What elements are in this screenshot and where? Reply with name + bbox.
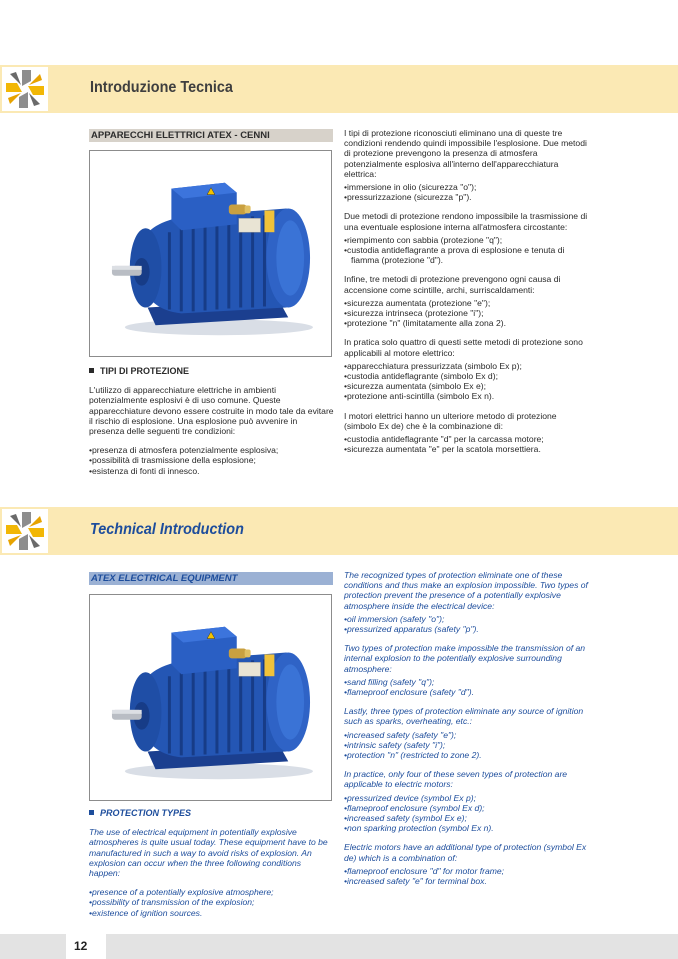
list-item: • intrinsic safety (safety "i");: [344, 740, 591, 750]
list-item: • flameproof enclosure (safety "d").: [344, 687, 591, 697]
header-band-english: [0, 507, 678, 555]
paragraph: Due metodi di protezione rendono impossibile la trasmissione di una eventuale esplosione interna all'atmosfera circostante:: [344, 211, 588, 232]
bullet-list: [344, 677, 591, 697]
paragraph: The recognized types of protection eliminate one of these conditions and thus make an explosion impossible. Two types of protection prevent the presence of a potentially explosive atmosphere inside the electrical device:: [344, 570, 588, 611]
company-logo-icon: [2, 509, 48, 553]
square-bullet-icon: [89, 368, 94, 373]
list-item: • sicurezza aumentata "e" per la scatola morsettiera.: [344, 444, 591, 454]
bullet-list: [344, 614, 591, 634]
list-item: • protezione "n" (limitatamente alla zona 2).: [344, 318, 591, 328]
list-item: • pressurized apparatus (safety "p").: [344, 624, 591, 634]
paragraph: I motori elettrici hanno un ulteriore metodo di protezione (simbolo Ex de) che è la combinazione di:: [344, 410, 557, 431]
list-item: • presenza di atmosfera potenzialmente esplosiva;: [89, 445, 334, 455]
protection-types-heading-english: PROTECTION TYPES: [89, 808, 334, 818]
left-column-italian: [89, 366, 334, 485]
list-item: • protection "n" (restricted to zone 2).: [344, 750, 591, 760]
list-item: • increased safety (safety "e");: [344, 730, 591, 740]
motor-photo-italian: [89, 150, 332, 357]
company-logo-icon: [2, 67, 48, 111]
paragraph: Two types of protection make impossible the transmission of an internal explosion to the potentially explosive surrounding atmosphere:: [344, 643, 586, 674]
list-item: • non sparking protection (symbol Ex n).: [344, 823, 591, 833]
square-bullet-icon: [89, 810, 94, 815]
bullet-list: [344, 793, 591, 834]
list-item: • possibility of transmission of the explosion;: [89, 897, 334, 907]
list-item: • riempimento con sabbia (protezione "q");: [344, 235, 591, 245]
list-item: • oil immersion (safety "o");: [344, 614, 591, 624]
bullet-list: [344, 866, 591, 886]
page-footer: [0, 934, 678, 959]
header-band-italian: [0, 65, 678, 113]
list-item: • custodia antideflagrante "d" per la carcassa motore;: [344, 434, 591, 444]
list-item: • apparecchiatura pressurizzata (simbolo Ex p);: [344, 361, 591, 371]
right-column-english: [344, 570, 591, 895]
list-item: • immersione in olio (sicurezza "o");: [344, 182, 591, 192]
intro-paragraph-english: The use of electrical equipment in potentially explosive atmospheres is quite usual today. These equipment have to be manufactured in such a way to avoid risks of explosion. An explosion can occur when the three following conditions happen:: [89, 827, 328, 879]
page-title-english: Technical Introduction: [90, 521, 244, 538]
paragraph: In practice, only four of these seven types of protection are applicable to electric motors:: [344, 769, 568, 790]
list-item: • increased safety (symbol Ex e);: [344, 813, 591, 823]
conditions-list-italian: [89, 445, 334, 476]
list-item: • pressurized device (symbol Ex p);: [344, 793, 591, 803]
paragraph: In pratica solo quattro di questi sette metodi di protezione sono applicabili al motore elettrico:: [344, 337, 583, 358]
list-item: • flameproof enclosure (symbol Ex d);: [344, 803, 591, 813]
electric-motor-image: [90, 151, 331, 356]
bullet-list: [344, 235, 591, 266]
list-item: • sicurezza aumentata (simbolo Ex e);: [344, 381, 591, 391]
bullet-list: [344, 361, 591, 402]
electric-motor-image: [90, 595, 331, 800]
protection-types-heading-italian: TIPI DI PROTEZIONE: [89, 366, 334, 376]
motor-photo-english: [89, 594, 332, 801]
page-number: 12: [74, 939, 88, 953]
conditions-list-english: [89, 887, 334, 918]
subheading-italian: APPARECCHI ELETTRICI ATEX - CENNI: [89, 129, 333, 142]
bullet-list: [344, 298, 591, 329]
list-item: • possibilità di trasmissione della esplosione;: [89, 455, 334, 465]
list-item: • esistenza di fonti di innesco.: [89, 466, 334, 476]
list-item: • existence of ignition sources.: [89, 908, 334, 918]
list-item: • protezione anti-scintilla (simbolo Ex n).: [344, 391, 591, 401]
list-item: • sicurezza intrinseca (protezione "i");: [344, 308, 591, 318]
list-item: • custodia antideflagrante (simbolo Ex d);: [344, 371, 591, 381]
paragraph: Infine, tre metodi di protezione prevengono ogni causa di accensione come scintille, archi, surriscaldamenti:: [344, 274, 561, 295]
paragraph: I tipi di protezione riconosciuti eliminano una di queste tre condizioni rendendo quindi impossibile l'esplosione. Due metodi di protezione prevengono la presenza di atmosfera potenzialmente esplosiva all'interno dell'apparecchiatura elettrica:: [344, 128, 587, 179]
list-item: • presence of a potentially explosive atmosphere;: [89, 887, 334, 897]
intro-paragraph-italian: L'utilizzo di apparecchiature elettriche in ambienti potenzialmente esplosivi è di uso comune. Queste apparecchiature devono essere costruite in modo tale da evitare il rischio di esplosione. Una esplosione può avvenire in presenza delle seguenti tre condizioni:: [89, 385, 334, 437]
paragraph: Lastly, three types of protection eliminate any source of ignition such as sparks, overheating, etc.:: [344, 706, 584, 727]
paragraph: Electric motors have an additional type of protection (symbol Ex de) which is a combination of:: [344, 842, 587, 863]
list-item: • custodia antideflagrante a prova di esplosione e tenuta di fiamma (protezione "d").: [344, 245, 591, 265]
right-column-italian: [344, 128, 591, 463]
list-item: • flameproof enclosure "d" for motor frame;: [344, 866, 591, 876]
left-column-english: [89, 808, 334, 927]
bullet-list: [344, 730, 591, 761]
list-item: • sicurezza aumentata (protezione "e");: [344, 298, 591, 308]
page-title-italian: Introduzione Tecnica: [90, 79, 233, 96]
list-item: • sand filling (safety "q");: [344, 677, 591, 687]
list-item: • increased safety "e" for terminal box.: [344, 876, 591, 886]
subheading-english: ATEX ELECTRICAL EQUIPMENT: [89, 572, 333, 585]
list-item: • pressurizzazione (sicurezza "p").: [344, 192, 591, 202]
bullet-list: [344, 182, 591, 202]
bullet-list: [344, 434, 591, 454]
